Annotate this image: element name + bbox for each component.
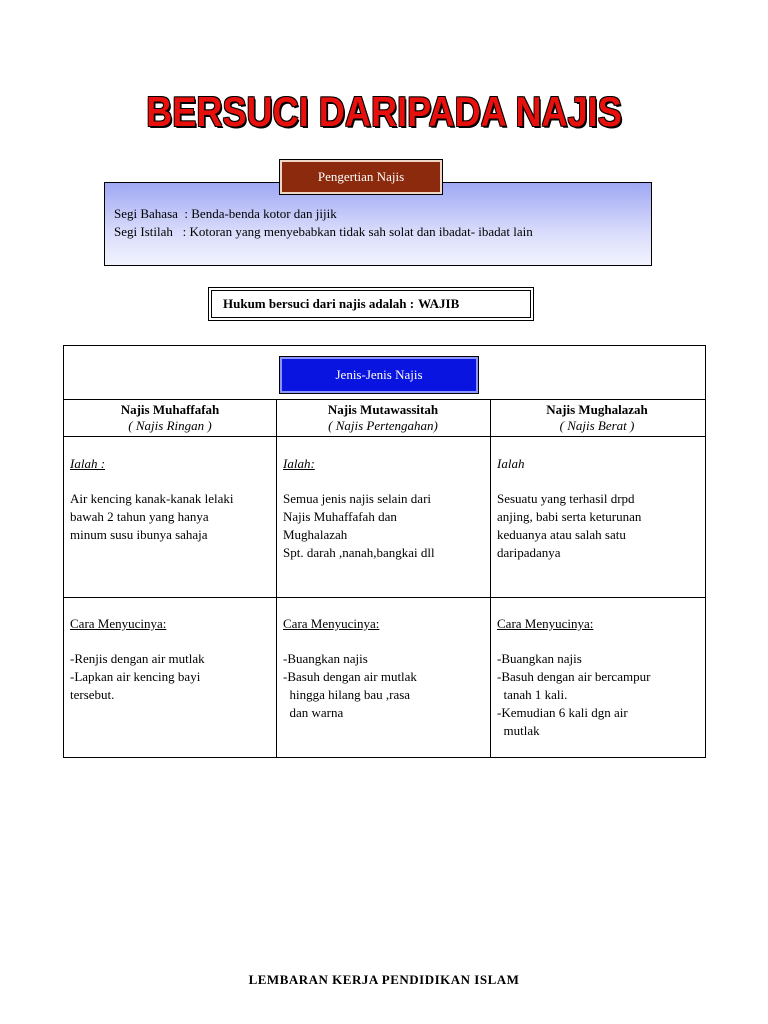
cara-line: -Buangkan najis: [497, 651, 582, 666]
ialah-line: keduanya atau salah satu: [497, 527, 626, 542]
cara-line: dan warna: [283, 705, 344, 720]
cara-line: -Renjis dengan air mutlak: [70, 651, 205, 666]
cara-line: mutlak: [497, 723, 540, 738]
hukum-text: Hukum bersuci dari najis adalah :: [223, 296, 415, 311]
table-divider: [63, 597, 706, 598]
ialah-cell-muhaffafah: [70, 455, 266, 544]
hukum-box: [208, 287, 534, 321]
column-subtitle: ( Najis Berat ): [559, 418, 635, 433]
ialah-label: Ialah :: [70, 456, 106, 471]
page-title: BERSUCI DARIPADA NAJIS: [146, 88, 622, 135]
column-header-mutawassitah: [277, 402, 489, 434]
ialah-line: daripadanya: [497, 545, 561, 560]
column-subtitle: ( Najis Ringan ): [128, 418, 212, 433]
cara-line: tanah 1 kali.: [497, 687, 568, 702]
jenis-najis-label: Jenis-Jenis Najis: [279, 356, 479, 394]
ialah-label: Ialah: [497, 456, 525, 471]
cara-cell-muhaffafah: [70, 615, 266, 704]
table-divider: [276, 399, 277, 758]
ialah-label: Ialah:: [283, 456, 315, 471]
definition-line-istilah: Segi Istilah : Kotoran yang menyebabkan tidak sah solat dan ibadat- ibadat lain: [114, 224, 533, 239]
column-name: Najis Muhaffafah: [120, 402, 220, 417]
ialah-line: Air kencing kanak-kanak lelaki: [70, 491, 234, 506]
ialah-line: Spt. darah ,nanah,bangkai dll: [283, 545, 435, 560]
ialah-line: bawah 2 tahun yang hanya: [70, 509, 209, 524]
column-name: Najis Mughalazah: [546, 402, 648, 417]
definition-line-bahasa: Segi Bahasa : Benda-benda kotor dan jijik: [114, 206, 337, 221]
hukum-value: WAJIB: [418, 296, 460, 311]
column-header-muhaffafah: [64, 402, 276, 434]
ialah-line: anjing, babi serta keturunan: [497, 509, 642, 524]
ialah-line: Sesuatu yang terhasil drpd: [497, 491, 635, 506]
table-divider: [63, 436, 706, 437]
column-subtitle: ( Najis Pertengahan): [328, 418, 438, 433]
ialah-cell-mughalazah: [497, 455, 693, 562]
ialah-line: Semua jenis najis selain dari: [283, 491, 432, 506]
cara-label: Cara Menyucinya:: [497, 616, 594, 631]
cara-cell-mutawassitah: [283, 615, 479, 722]
cara-label: Cara Menyucinya:: [283, 616, 380, 631]
ialah-line: Mughalazah: [283, 527, 348, 542]
definition-label: Pengertian Najis: [279, 159, 443, 195]
table-divider: [63, 399, 706, 400]
cara-line: -Buangkan najis: [283, 651, 368, 666]
cara-line: -Basuh dengan air mutlak: [283, 669, 417, 684]
ialah-cell-mutawassitah: [283, 455, 479, 562]
cara-line: -Lapkan air kencing bayi: [70, 669, 201, 684]
cara-cell-mughalazah: [497, 615, 693, 740]
table-divider: [490, 399, 491, 758]
ialah-line: minum susu ibunya sahaja: [70, 527, 208, 542]
cara-line: -Basuh dengan air bercampur: [497, 669, 651, 684]
cara-line: tersebut.: [70, 687, 115, 702]
column-name: Najis Mutawassitah: [327, 402, 439, 417]
ialah-line: Najis Muhaffafah dan: [283, 509, 397, 524]
cara-line: hingga hilang bau ,rasa: [283, 687, 411, 702]
cara-label: Cara Menyucinya:: [70, 616, 167, 631]
column-header-mughalazah: [491, 402, 703, 434]
cara-line: -Kemudian 6 kali dgn air: [497, 705, 628, 720]
footer-text: LEMBARAN KERJA PENDIDIKAN ISLAM: [248, 972, 520, 987]
